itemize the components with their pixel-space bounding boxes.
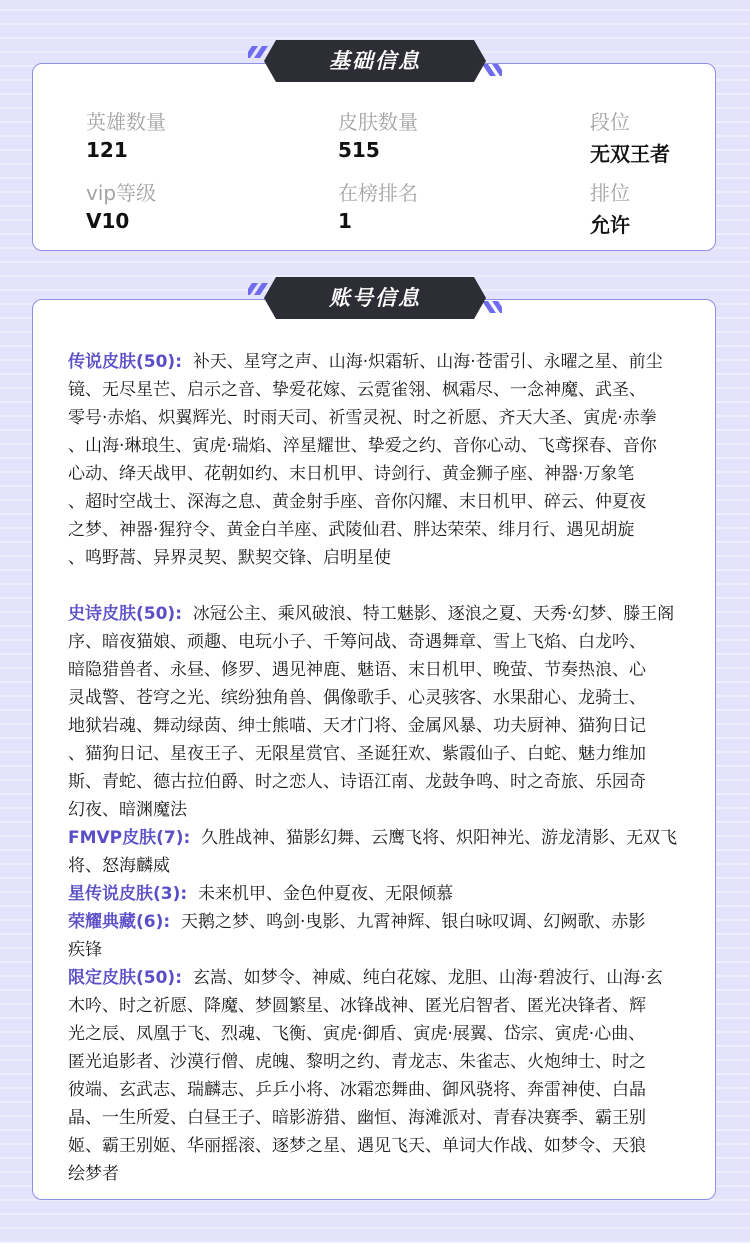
rank-tier-label: 段位	[590, 110, 630, 134]
skin-category-label: FMVP皮肤(7):	[68, 828, 191, 848]
skin-names: 地狱岩魂、舞动绿茵、绅士熊喵、天才门将、金属风暴、功夫厨神、猫狗日记	[68, 716, 646, 736]
vip-level-value: V10	[86, 209, 130, 233]
ranked-play-label: 排位	[590, 181, 630, 205]
skin-names: 灵战警、苍穹之光、缤纷独角兽、偶像歌手、心灵骇客、水果甜心、龙骑士、	[68, 688, 646, 708]
skin-names: 木吟、时之祈愿、降魔、梦圆繁星、冰锋战神、匿光启智者、匿光决锋者、辉	[68, 996, 646, 1016]
hero-count-label: 英雄数量	[86, 110, 166, 134]
skin-category-label: 限定皮肤(50):	[68, 968, 182, 988]
skin-names: 暗隐猎兽者、永昼、修罗、遇见神鹿、魅语、末日机甲、晚萤、节奏热浪、心	[68, 660, 646, 680]
leaderboard-rank-value: 1	[338, 209, 352, 233]
skin-list-line	[68, 1020, 698, 1048]
skin-names: 幻夜、暗渊魔法	[68, 800, 187, 820]
skin-list-line	[68, 852, 698, 880]
skin-category-label: 史诗皮肤(50):	[68, 604, 182, 624]
skin-names: 零号·赤焰、炽翼辉光、时雨天司、祈雪灵祝、时之祈愿、齐天大圣、寅虎·赤拳	[68, 408, 657, 428]
basic-info-title: 基础信息	[329, 49, 421, 73]
skin-names: 将、怒海麟威	[68, 856, 170, 876]
skin-names: 斯、青蛇、德古拉伯爵、时之恋人、诗语江南、龙鼓争鸣、时之奇旅、乐园奇	[68, 772, 646, 792]
skin-category-label: 星传说皮肤(3):	[68, 884, 188, 904]
section-spacer	[68, 572, 698, 600]
skin-list-line	[68, 824, 698, 852]
skin-count-value: 515	[338, 138, 380, 162]
leaderboard-rank-label: 在榜排名	[338, 181, 418, 205]
skin-names: 疾锋	[68, 940, 102, 960]
skin-list-line	[68, 964, 698, 992]
skin-list-line	[68, 516, 698, 544]
skin-list-line	[68, 768, 698, 796]
skin-list-line	[68, 432, 698, 460]
rank-tier-value: 无双王者	[590, 142, 670, 166]
skin-names: 未来机甲、金色仲夏夜、无限倾慕	[197, 884, 453, 904]
skin-category-label: 荣耀典藏(6):	[68, 912, 171, 932]
skin-list-line	[68, 712, 698, 740]
skin-list	[68, 348, 698, 1188]
skin-names: 玄嵩、如梦令、神威、纯白花嫁、龙胆、山海·碧波行、山海·玄	[192, 968, 663, 988]
skin-names: 、鸣野蒿、异界灵契、默契交锋、启明星使	[68, 548, 391, 568]
account-info-title-badge	[248, 275, 502, 321]
skin-list-line	[68, 1104, 698, 1132]
skin-names: 、山海·琳琅生、寅虎·瑞焰、淬星耀世、挚爱之约、音你心动、飞鸢探春、音你	[68, 436, 657, 456]
hero-count-value: 121	[86, 138, 128, 162]
skin-names: 补天、星穹之声、山海·炽霜斩、山海·苍雷引、永曜之星、前尘	[192, 352, 663, 372]
skin-names: 绘梦者	[68, 1164, 119, 1184]
vip-level-label: vip等级	[86, 181, 157, 205]
skin-list-line	[68, 684, 698, 712]
skin-list-line	[68, 796, 698, 824]
skin-list-line	[68, 460, 698, 488]
skin-list-line	[68, 600, 698, 628]
skin-names: 晶、一生所爱、白昼王子、暗影游猎、幽恒、海滩派对、青春决赛季、霸王别	[68, 1108, 646, 1128]
skin-list-line	[68, 656, 698, 684]
skin-names: 姬、霸王别姬、华丽摇滚、逐梦之星、遇见飞天、单词大作战、如梦令、天狼	[68, 1136, 646, 1156]
skin-names: 心动、绛天战甲、花朝如约、末日机甲、诗剑行、黄金狮子座、神器·万象笔	[68, 464, 635, 484]
skin-list-line	[68, 936, 698, 964]
skin-names: 彼端、玄武志、瑞麟志、乒乒小将、冰霜恋舞曲、御风骁将、奔雷神使、白晶	[68, 1080, 646, 1100]
skin-names: 匿光追影者、沙漠行僧、虎魄、黎明之约、青龙志、朱雀志、火炮绅士、时之	[68, 1052, 646, 1072]
skin-list-line	[68, 1160, 698, 1188]
skin-names: 冰冠公主、乘风破浪、特工魅影、逐浪之夏、天秀·幻梦、滕王阁	[192, 604, 675, 624]
skin-category-label: 传说皮肤(50):	[68, 352, 182, 372]
skin-list-line	[68, 1048, 698, 1076]
skin-names: 天鹅之梦、鸣剑·曳影、九霄神辉、银白咏叹调、幻阙歌、赤影	[180, 912, 646, 932]
skin-list-line	[68, 544, 698, 572]
basic-info-title-badge	[248, 38, 502, 84]
skin-list-line	[68, 1076, 698, 1104]
skin-list-line	[68, 908, 698, 936]
skin-list-line	[68, 740, 698, 768]
skin-list-line	[68, 404, 698, 432]
skin-names: 光之辰、凤凰于飞、烈魂、飞衡、寅虎·御盾、寅虎·展翼、岱宗、寅虎·心曲、	[68, 1024, 646, 1044]
skin-names: 久胜战神、猫影幻舞、云鹰飞将、炽阳神光、游龙清影、无双飞	[201, 828, 678, 848]
skin-list-line	[68, 1132, 698, 1160]
skin-names: 、超时空战士、深海之息、黄金射手座、音你闪耀、末日机甲、碎云、仲夏夜	[68, 492, 646, 512]
ranked-play-value: 允许	[590, 213, 630, 237]
skin-list-line	[68, 348, 698, 376]
skin-names: 之梦、神器·猩狩令、黄金白羊座、武陵仙君、胖达荣荣、绯月行、遇见胡旋	[68, 520, 635, 540]
skin-list-line	[68, 488, 698, 516]
skin-list-line	[68, 628, 698, 656]
skin-names: 、猫狗日记、星夜王子、无限星赏官、圣诞狂欢、紫霞仙子、白蛇、魅力维加	[68, 744, 646, 764]
skin-count-label: 皮肤数量	[338, 110, 418, 134]
account-info-title: 账号信息	[329, 286, 421, 310]
skin-names: 序、暗夜猫娘、顽趣、电玩小子、千筹问战、奇遇舞章、雪上飞焰、白龙吟、	[68, 632, 646, 652]
skin-list-line	[68, 880, 698, 908]
skin-list-line	[68, 992, 698, 1020]
skin-list-line	[68, 376, 698, 404]
skin-names: 镜、无尽星芒、启示之音、挚爱花嫁、云霓雀翎、枫霜尽、一念神魔、武圣、	[68, 380, 646, 400]
